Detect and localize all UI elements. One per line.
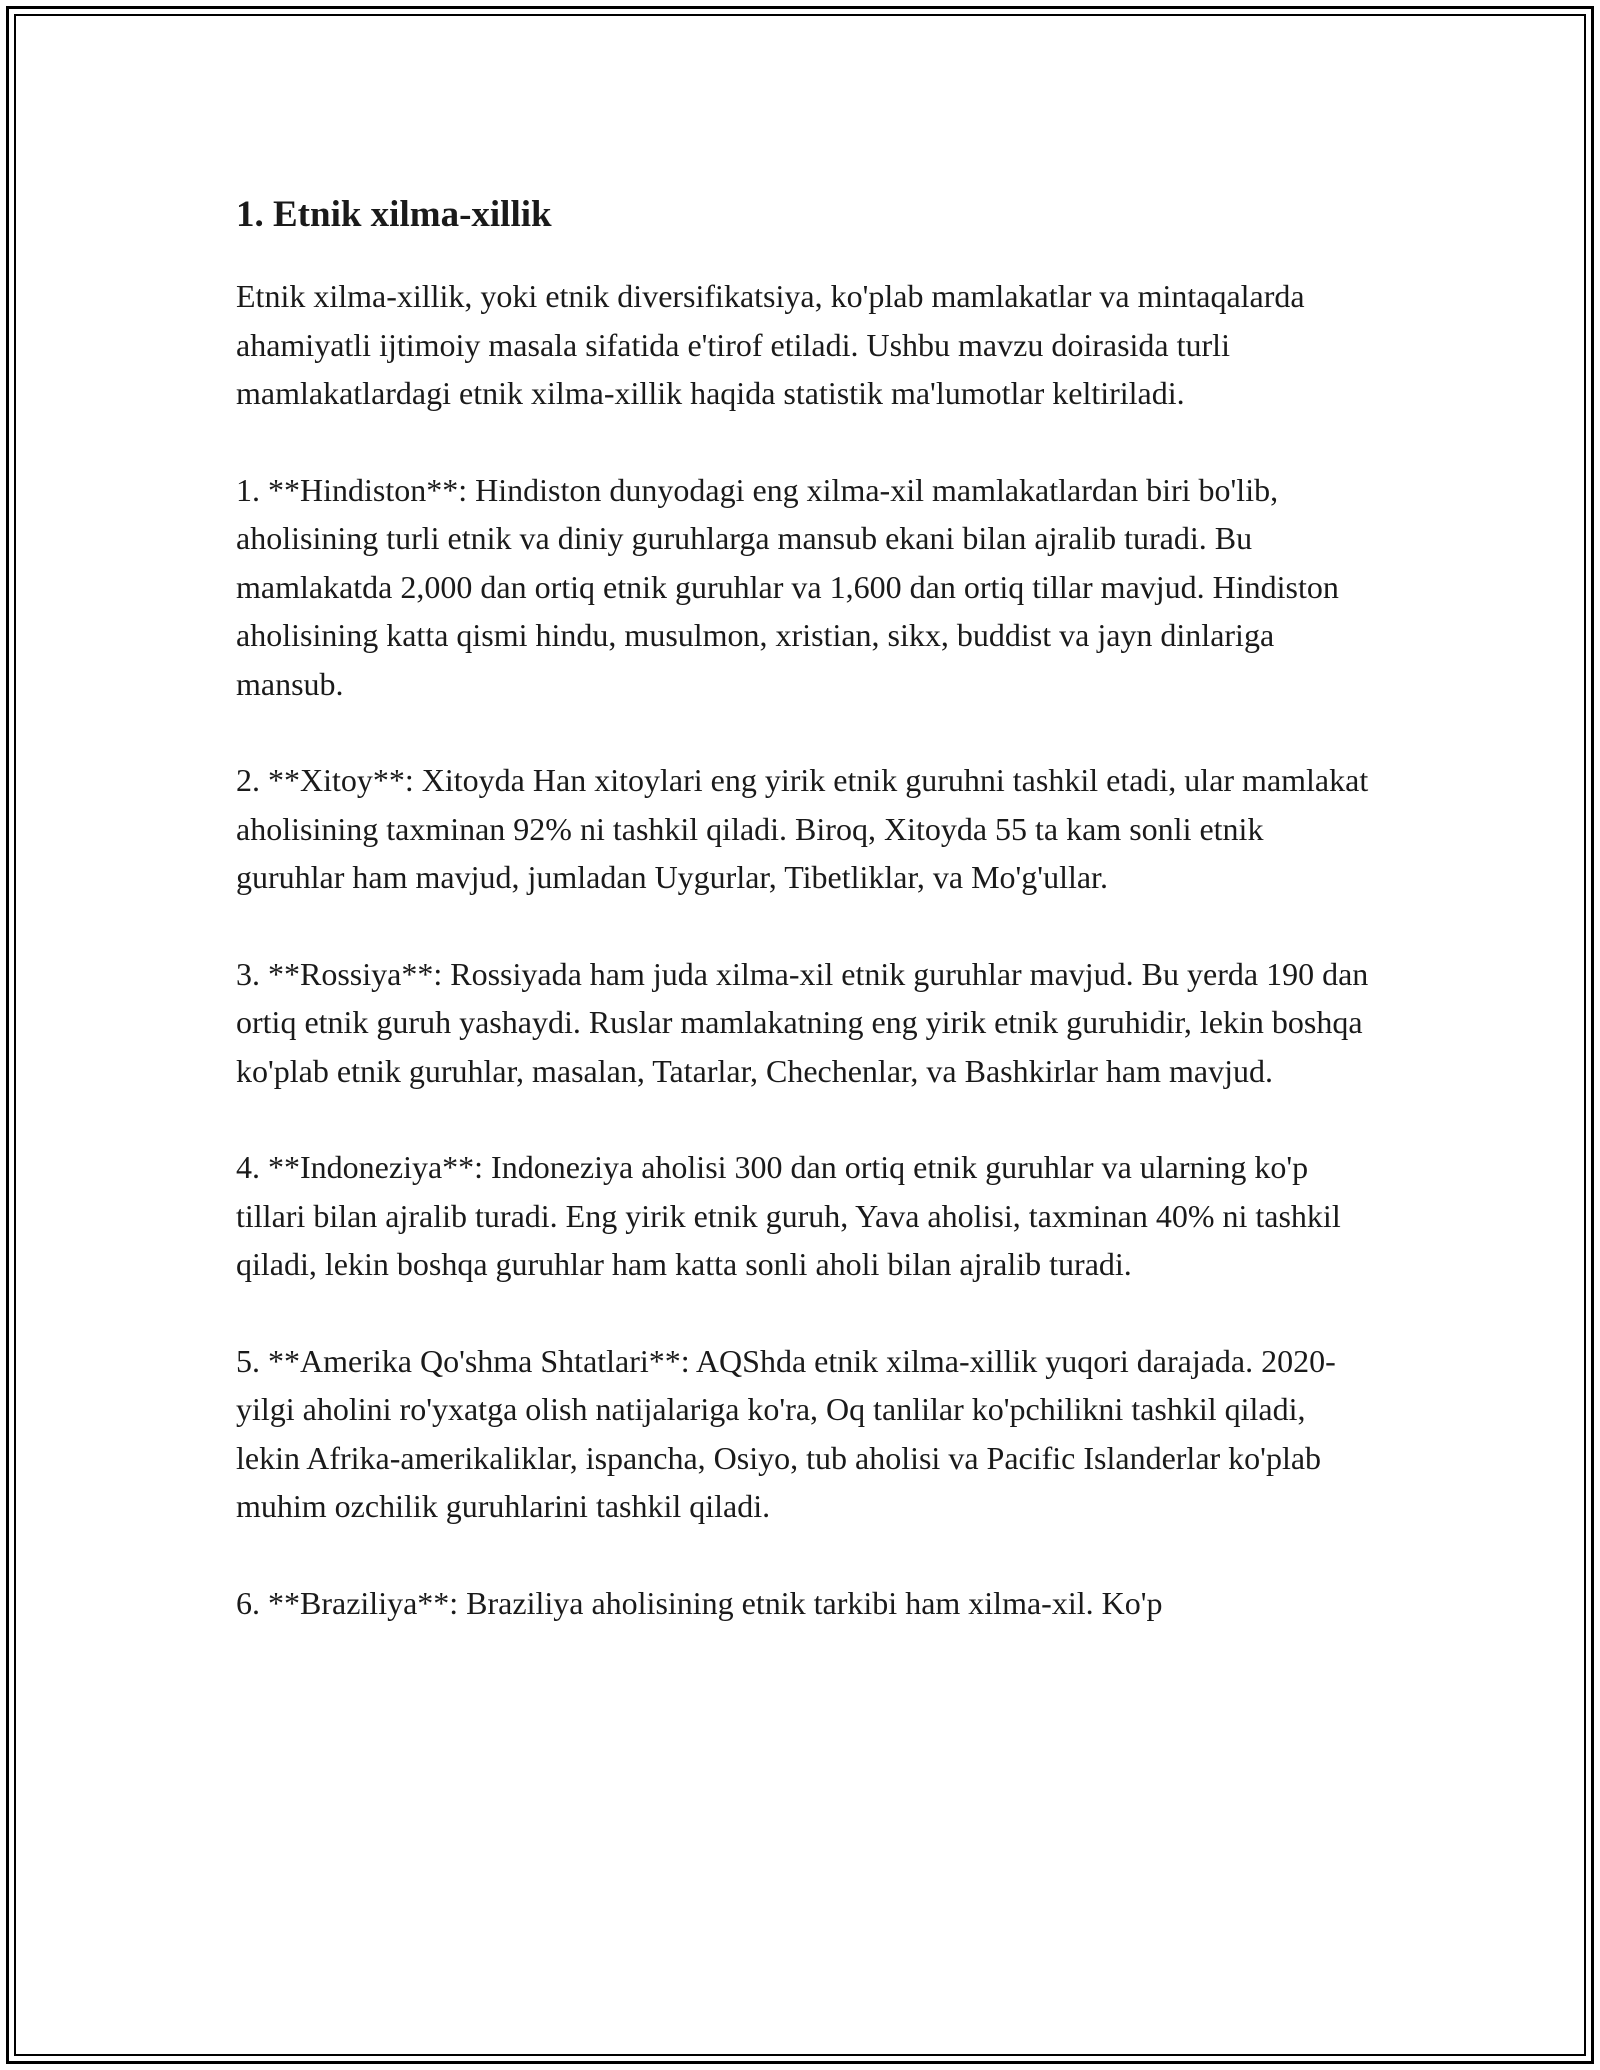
list-item-russia: 3. **Rossiya**: Rossiyada ham juda xilma-xil etnik guruhlar mavjud. Bu yerda 190 dan ortiq etnik guruh yashaydi. Ruslar mamlakatning eng yirik etnik guruhidir, lekin boshqa ko'plab etnik guruhlar, masalan, Tatarlar, Chechenlar, va Bashkirlar ham mavjud.	[236, 955, 1369, 1089]
document-body	[236, 186, 1376, 1675]
section-heading: 1. Etnik xilma-xillik	[236, 194, 552, 235]
list-item-indonesia: 4. **Indoneziya**: Indoneziya aholisi 300 dan ortiq etnik guruhlar va ularning ko'p tillari bilan ajralib turadi. Eng yirik etnik guruh, Yava aholisi, taxminan 40% ni tashkil qiladi, lekin boshqa guruhlar ham katta sonli aholi bilan ajralib turadi.	[236, 1149, 1341, 1282]
list-item-usa: 5. **Amerika Qo'shma Shtatlari**: AQShda etnik xilma-xillik yuqori darajada. 2020-yilgi aholini ro'yxatga olish natijalariga ko'ra, Oq tanlilar ko'pchilikni tashkil qiladi, lekin Afrika-amerikaliklar, ispancha, Osiyo, tub aholisi va Pacific Islanderlar ko'plab muhim ozchilik guruhlarini tashkil qiladi.	[236, 1342, 1336, 1524]
list-item-china: 2. **Xitoy**: Xitoyda Han xitoylari eng yirik etnik guruhni tashkil etadi, ular mamlakat aholisining taxminan 92% ni tashkil qiladi. Biroq, Xitoyda 55 ta kam sonli etnik guruhlar ham mavjud, jumladan Uygurlar, Tibetliklar, va Mo'g'ullar.	[236, 762, 1369, 895]
list-item-india: 1. **Hindiston**: Hindiston dunyodagi eng xilma-xil mamlakatlardan biri bo'lib, aholisining turli etnik va diniy guruhlarga mansub ekani bilan ajralib turadi. Bu mamlakatda 2,000 dan ortiq etnik guruhlar va 1,600 dan ortiq tillar mavjud. Hindiston aholisining katta qismi hindu, musulmon, xristian, sikx, buddist va jayn dinlariga mansub.	[236, 471, 1339, 702]
intro-paragraph: Etnik xilma-xillik, yoki etnik diversifikatsiya, ko'plab mamlakatlar va mintaqalarda ahamiyatli ijtimoiy masala sifatida e'tirof etiladi. Ushbu mavzu doirasida turli mamlakatlardagi etnik xilma-xillik haqida statistik ma'lumotlar keltiriladi.	[236, 278, 1305, 411]
list-item-brazil: 6. **Braziliya**: Braziliya aholisining etnik tarkibi ham xilma-xil. Ko'p	[236, 1584, 1163, 1621]
